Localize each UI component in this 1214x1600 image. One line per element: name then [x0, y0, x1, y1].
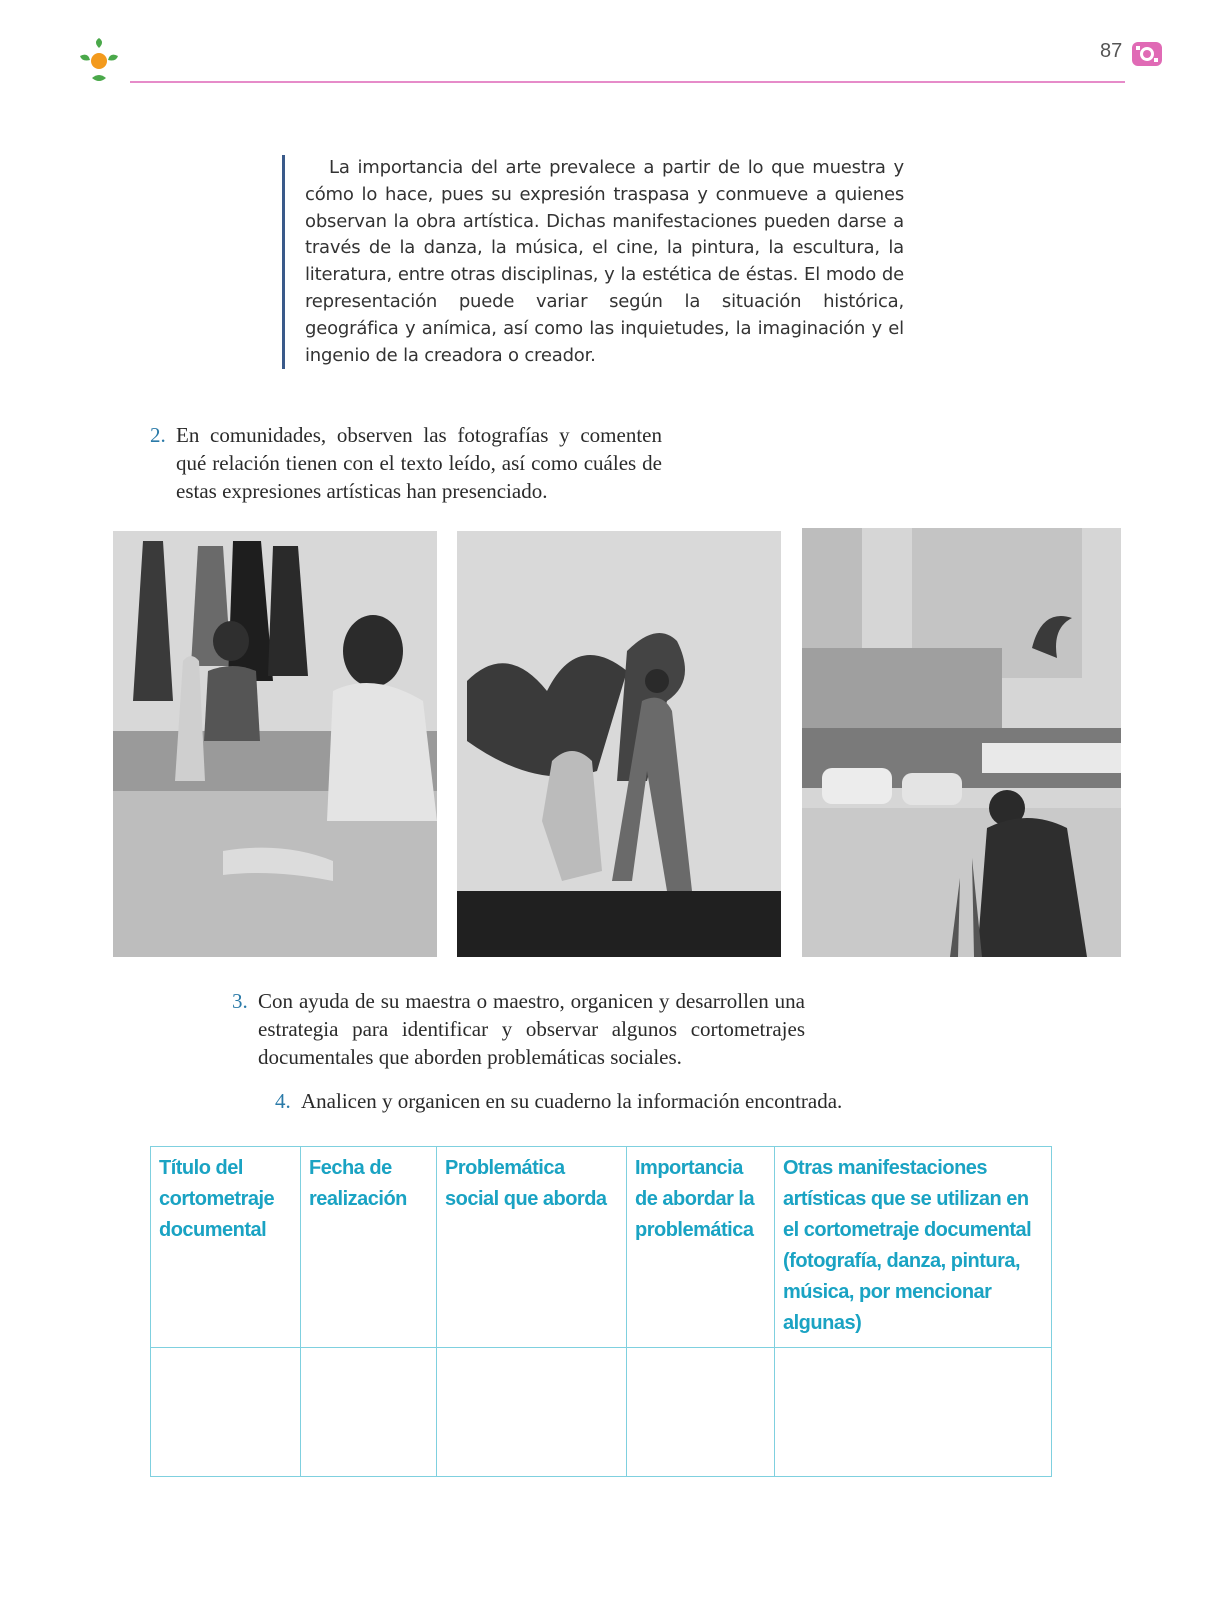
table-header-date: Fecha de realización — [301, 1147, 437, 1348]
activity-number: 2. — [150, 423, 166, 447]
table-cell — [301, 1348, 437, 1477]
activity-text: Con ayuda de su maestra o maestro, organicen y desarrollen una estrategia para identificar y observar algunos cortometrajes documentales que aborden problemáticas sociales. — [258, 989, 805, 1069]
documentary-table — [150, 1146, 1052, 1477]
table-cell — [627, 1348, 775, 1477]
table-header-title: Título del cortometraje documental — [151, 1147, 301, 1348]
aztec-glyph-icon — [1130, 38, 1164, 70]
table-header-problem: Problemática social que aborda — [437, 1147, 627, 1348]
header-rule — [130, 81, 1125, 83]
page-number: 87 — [1100, 40, 1123, 62]
activity-number: 3. — [232, 989, 248, 1013]
photo-dancers — [457, 531, 781, 957]
table-cell — [437, 1348, 627, 1477]
table-cell — [151, 1348, 301, 1477]
table-cell — [775, 1348, 1052, 1477]
table-header-other-arts: Otras manifestaciones artísticas que se utilizan en el cortometraje documental (fotografía, danza, pintura, música, por mencionar algunas) — [775, 1147, 1052, 1348]
table-header-row — [151, 1147, 1052, 1348]
activity-2 — [150, 421, 662, 505]
activity-number: 4. — [275, 1089, 291, 1113]
quote-block — [282, 155, 904, 369]
activity-4 — [275, 1087, 895, 1115]
table-header-importance: Importancia de abordar la problemática — [627, 1147, 775, 1348]
table-row — [151, 1348, 1052, 1477]
activity-3 — [232, 987, 805, 1071]
quote-text: La importancia del arte prevalece a partir de lo que muestra y cómo lo hace, pues su expresión traspasa y conmueve a quienes observan la obra artística. Dichas manifestaciones pueden darse a través de la danza, la música, el cine, la pintura, la escultura, la literatura, entre otras disciplinas, y la estética de éstas. El modo de representación puede variar según la situación histórica, geográfica y anímica, así como las inquietudes, la imaginación y el ingenio de la creadora o creador. — [305, 157, 904, 366]
photo-sculptors-workshop — [113, 531, 437, 957]
activity-text: Analicen y organicen en su cuaderno la información encontrada. — [301, 1089, 843, 1113]
photo-filmmaker-street — [802, 528, 1121, 957]
activity-text: En comunidades, observen las fotografías y comenten qué relación tienen con el texto leído, así como cuáles de estas expresiones artísticas han presenciado. — [176, 423, 662, 503]
flower-logo-icon — [72, 34, 126, 84]
